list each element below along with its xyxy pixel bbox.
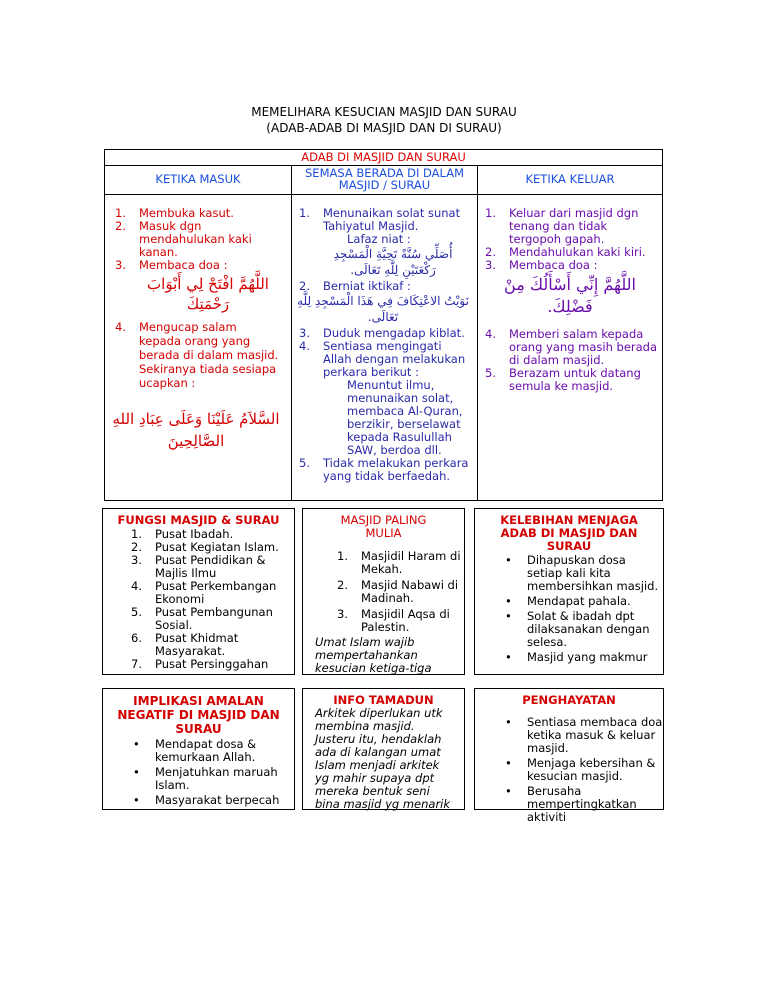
list-item: 1. Keluar dari masjid dgn tenang dan tidak tergopoh gapah.	[485, 206, 639, 246]
column-divider	[291, 165, 292, 500]
mulia-note: Umat Islam wajib mempertahankan kesucian ketiga-tiga	[315, 635, 432, 675]
list-item: • Menjatuhkan maruah Islam.	[133, 765, 278, 792]
list-item: 1. Menunaikan solat sunat Tahiyatul Masjid.	[299, 206, 461, 233]
box-title: PENGHAYATAN	[522, 693, 616, 707]
box-title: IMPLIKASI AMALAN NEGATIF DI MASJID DAN SURAU	[117, 694, 280, 736]
niat-solat-arabic: أُصَلِّي سُنَّةً تَحِيَّةِ الْمَسْجِدِ رَكْعَتَيْنِ لِلَّهِ تَعَالَى.	[333, 247, 453, 277]
cell-semasa-berada	[295, 207, 471, 483]
list-item: 1. Pusat Ibadah.	[131, 527, 234, 541]
info-tamadun-text: Arkitek diperlukan utk membina masjid. Justeru itu, hendaklah ada di kalangan umat Islam menjadi arkitek yg mahir supaya dpt mereka bentuk seni bina masjid yg menarik	[315, 706, 451, 811]
list-item: 5. Tidak melakukan perkara yang tidak berfaedah.	[299, 456, 469, 483]
list-item: • Masjid yang makmur	[505, 650, 648, 664]
cell-ketika-keluar	[481, 207, 659, 393]
list-item: 3. Masjidil Aqsa di Palestin.	[337, 607, 450, 634]
list-item: • Dihapuskan dosa setiap kali kita membersihkan masjid.	[505, 553, 659, 593]
list-item: 4. Sentiasa mengingati Allah dengan melakukan perkara berikut :	[299, 339, 466, 379]
box-implikasi	[102, 688, 295, 810]
doa-keluar-arabic: اللَّهُمَّ إِنِّي أَسْأَلُكَ مِنْ فَضْلِكَ.	[504, 275, 636, 316]
col-header-masuk: KETIKA MASUK	[155, 172, 241, 186]
list-item: 2. Berniat iktikaf :	[299, 279, 411, 293]
list-item: 2. Pusat Kegiatan Islam.	[131, 540, 279, 554]
box-title: KELEBIHAN MENJAGA ADAB DI MASJID DAN SURAU	[500, 513, 638, 553]
list-item: 5. Berazam untuk datang semula ke masjid.	[485, 366, 641, 393]
doc-title-line1: MEMELIHARA KESUCIAN MASJID DAN SURAU	[251, 105, 517, 119]
box-kelebihan	[474, 508, 664, 675]
doc-title-line2: (ADAB-ADAB DI MASJID DAN DI SURAU)	[266, 121, 502, 135]
list-item: 2. Masjid Nabawi di Madinah.	[337, 578, 459, 605]
column-divider	[477, 165, 478, 500]
list-item: 1. Masjidil Haram di Mekah.	[337, 549, 461, 576]
list-item: 4. Mengucap salam kepada orang yang berada di dalam masjid. Sekiranya tiada sesiapa ucapkan :	[115, 320, 279, 390]
list-item: 3. Membaca doa :	[485, 258, 598, 272]
adab-table	[104, 149, 663, 501]
list-item: • Solat & ibadah dpt dilaksanakan dengan selesa.	[505, 609, 650, 649]
salam-arabic: السَّلاَمُ عَلَيْنَا وَعَلَى عِبَادِ اللهِ الصَّالِحِينَ	[112, 410, 280, 450]
list-item: 1. Membuka kasut.	[115, 206, 234, 220]
lafaz-niat-label: Lafaz niat :	[347, 232, 411, 246]
col-header-berada: SEMASA BERADA DI DALAM MASJID / SURAU	[305, 166, 464, 192]
list-item: • Mendapat pahala.	[505, 594, 631, 608]
fungsi-list	[103, 528, 294, 671]
zikir-activities: Menuntut ilmu, menunaikan solat, membaca Al-Quran, berzikir, berselawat kepada Rasulullah SAW, berdoa dll.	[347, 378, 463, 457]
list-item: 2. Masuk dgn mendahulukan kaki kanan.	[115, 219, 252, 259]
list-item: • Mendapat dosa & kemurkaan Allah.	[133, 737, 257, 764]
list-item: • Menjaga kebersihan & kesucian masjid.	[505, 756, 656, 783]
mulia-list	[303, 550, 464, 634]
box-title: FUNGSI MASJID & SURAU	[117, 513, 280, 527]
col-header-keluar: KETIKA KELUAR	[525, 172, 615, 186]
box-info-tamadun	[302, 688, 465, 810]
list-item: 3. Duduk mengadap kiblat.	[299, 326, 465, 340]
list-item: • Berusaha mempertingkatkan aktiviti	[505, 784, 637, 824]
list-item: 6. Pusat Khidmat Masyarakat.	[131, 631, 239, 658]
kelebihan-list	[475, 554, 663, 664]
list-item: 4. Memberi salam kepada orang yang masih berada di dalam masjid.	[485, 327, 658, 367]
implikasi-list	[103, 738, 294, 807]
box-masjid-mulia	[302, 508, 465, 675]
box-penghayatan	[474, 688, 664, 824]
list-item: 4. Pusat Perkembangan Ekonomi	[131, 579, 277, 606]
adab-column-header-row	[105, 165, 662, 195]
list-item: 7. Pusat Persinggahan	[131, 657, 269, 671]
box-title: INFO TAMADUN	[333, 693, 434, 707]
list-item: 5. Pusat Pembangunan Sosial.	[131, 605, 273, 632]
list-item: 3. Membaca doa :	[115, 258, 228, 272]
box-title: MASJID PALING MULIA	[340, 513, 427, 540]
box-fungsi-masjid	[102, 508, 295, 675]
niat-iktikaf-arabic: نَوَيْتُ الاعْتِكَافَ فِي هَذَا الْمَسْجِدِ لِلَّهِ تَعَالَى.	[297, 294, 469, 324]
list-item: • Sentiasa membaca doa ketika masuk & keluar masjid.	[505, 715, 663, 755]
penghayatan-list	[475, 716, 663, 824]
list-item: 3. Pusat Pendidikan & Majlis Ilmu	[131, 553, 266, 580]
list-item: • Masyarakat berpecah	[133, 793, 280, 807]
cell-ketika-masuk	[111, 207, 281, 452]
list-item: 2. Mendahulukan kaki kiri.	[485, 245, 646, 259]
doa-masuk-arabic: اللَّهُمَّ افْتَحْ لِي أَبْوَابَ رَحْمَتِكَ	[147, 275, 269, 313]
adab-table-header: ADAB DI MASJID DAN SURAU	[105, 150, 662, 166]
